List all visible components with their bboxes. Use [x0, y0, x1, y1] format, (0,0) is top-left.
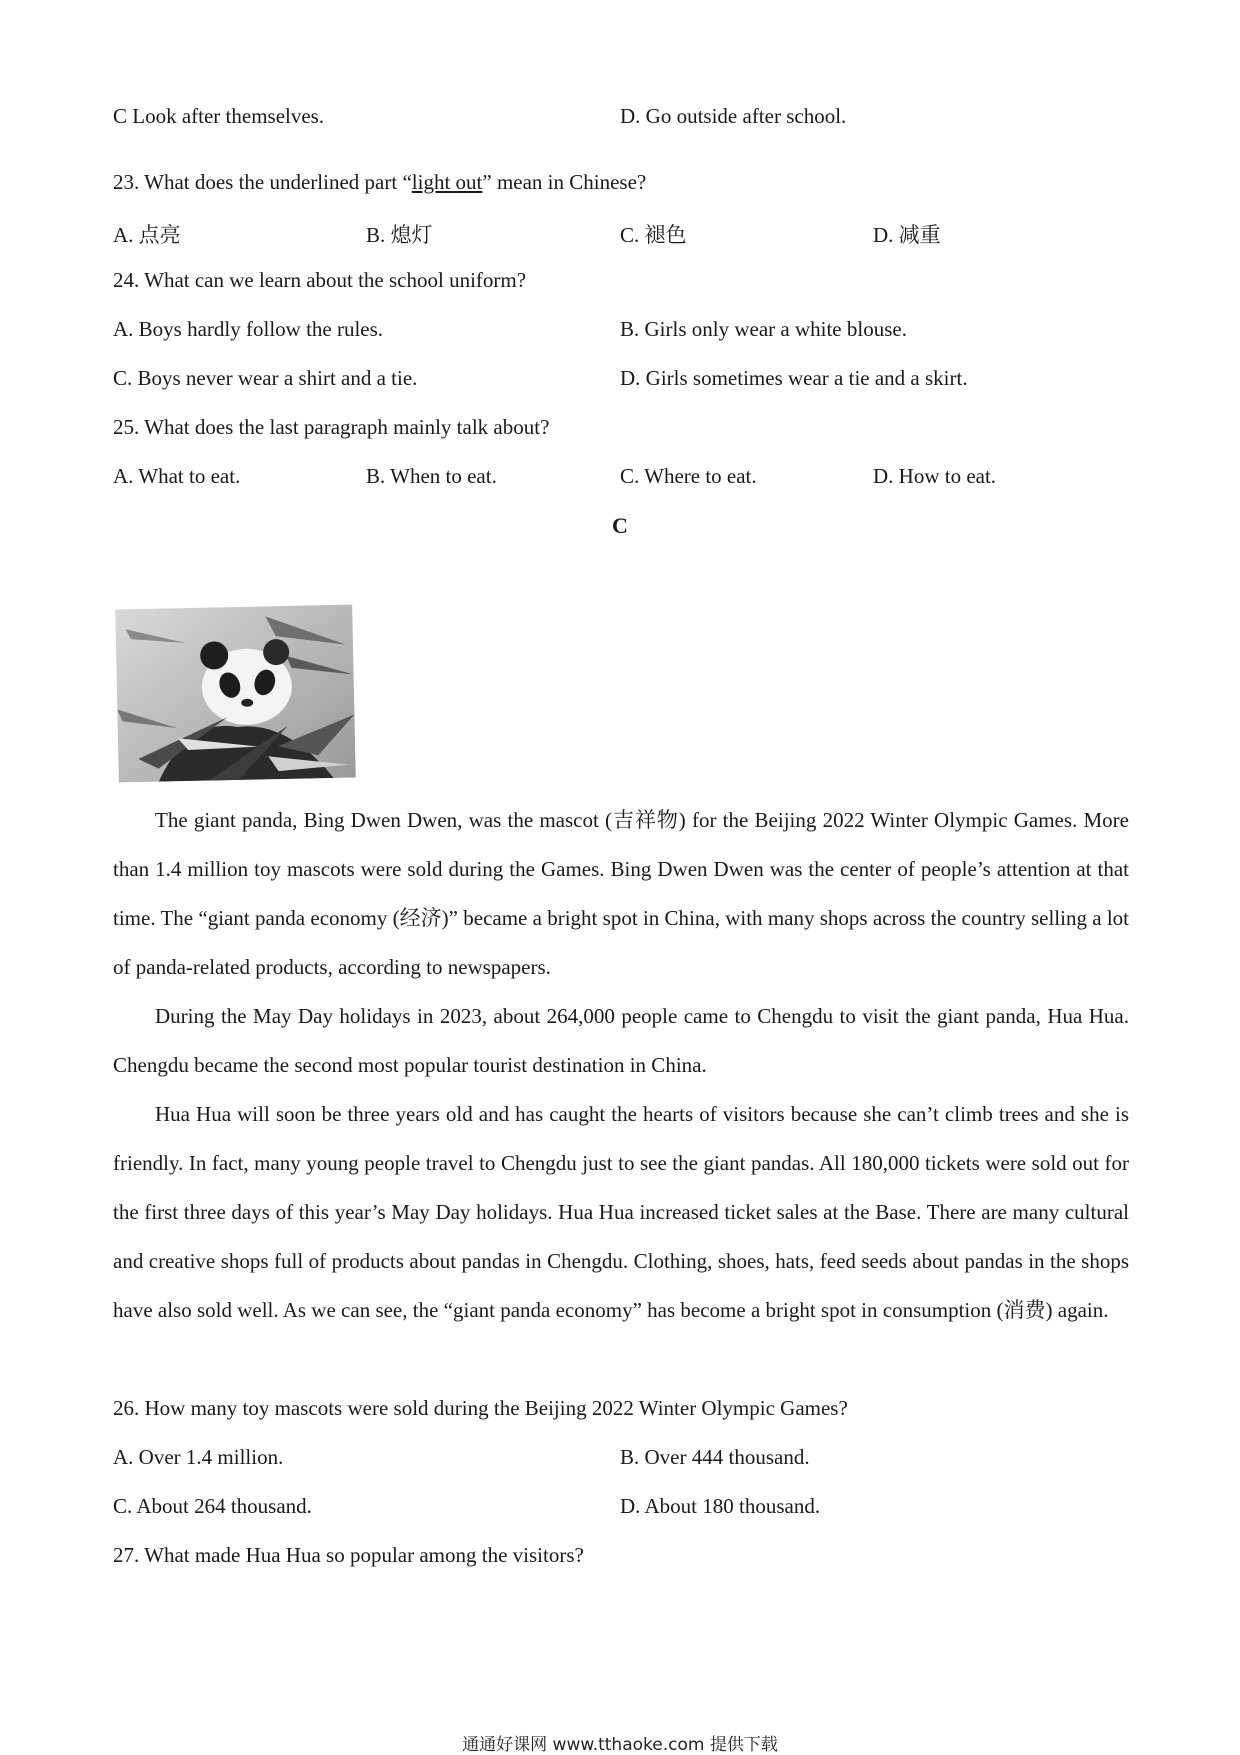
q25-option-c: C. Where to eat. [620, 464, 757, 488]
q26-option-d: D. About 180 thousand. [620, 1494, 821, 1518]
q27-stem: 27. What made Hua Hua so popular among the visitors? [113, 1543, 584, 1567]
passage-paragraph-3: Hua Hua will soon be three years old and has caught the hearts of visitors because she can’t climb trees and she is friendly. In fact, many young people travel to Chengdu just to see the giant pandas. All 180,000 tickets were sold out for the first three days of this year’s May Day holidays. Hua Hua increased ticket sales at the Base. There are many cultural and creative shops full of products about pandas in Chengdu. Clothing, shoes, hats, feed seeds about pandas in the shops have also sold well. As we can see, the “giant panda economy” has become a bright spot in consumption (消费) again. [113, 1102, 1129, 1322]
page-footer: 通通好课网 www.tthaoke.com 提供下载 [462, 1735, 778, 1755]
passage-paragraph-1: The giant panda, Bing Dwen Dwen, was the mascot (吉祥物) for the Beijing 2022 Winter Olympic Games. More than 1.4 million toy mascots were sold during the Games. Bing Dwen Dwen was the center of people’s attention at that time. The “giant panda economy (经济)” became a bright spot in China, with many shops across the country selling a lot of panda-related products, according to newspapers. [113, 808, 1129, 979]
q24-option-a: A. Boys hardly follow the rules. [113, 317, 384, 341]
q24-option-d: D. Girls sometimes wear a tie and a skirt. [620, 366, 968, 390]
q26-option-a: A. Over 1.4 million. [113, 1445, 284, 1469]
section-heading: C [612, 513, 628, 538]
q23-option-d: D. 减重 [873, 223, 941, 247]
q22-option-d: D. Go outside after school. [620, 104, 847, 128]
q24-option-b: B. Girls only wear a white blouse. [620, 317, 907, 341]
q25-option-b: B. When to eat. [366, 464, 497, 488]
q23-option-c: C. 褪色 [620, 223, 687, 247]
q26-stem: 26. How many toy mascots were sold during the Beijing 2022 Winter Olympic Games? [113, 1396, 848, 1420]
q26-option-b: B. Over 444 thousand. [620, 1445, 810, 1469]
q24-stem: 24. What can we learn about the school uniform? [113, 268, 527, 292]
q25-stem: 25. What does the last paragraph mainly talk about? [113, 415, 550, 439]
q26-option-c: C. About 264 thousand. [113, 1494, 312, 1518]
q23-option-a: A. 点亮 [113, 223, 181, 247]
q25-option-a: A. What to eat. [113, 464, 241, 488]
passage-paragraph-2: During the May Day holidays in 2023, about 264,000 people came to Chengdu to visit the giant panda, Hua Hua. Chengdu became the second most popular tourist destination in China. [113, 1004, 1129, 1077]
q23-option-b: B. 熄灯 [366, 223, 433, 247]
q24-option-c: C. Boys never wear a shirt and a tie. [113, 366, 418, 390]
q22-option-c: C Look after themselves. [113, 104, 325, 128]
q25-option-d: D. How to eat. [873, 464, 997, 488]
panda-photo [115, 605, 356, 783]
panda-photo-svg [115, 605, 356, 783]
q23-stem [113, 170, 646, 195]
q23-stem-text: 23. What does the underlined part “light out” mean in Chinese? [113, 170, 647, 194]
reading-passage [113, 796, 1129, 1335]
